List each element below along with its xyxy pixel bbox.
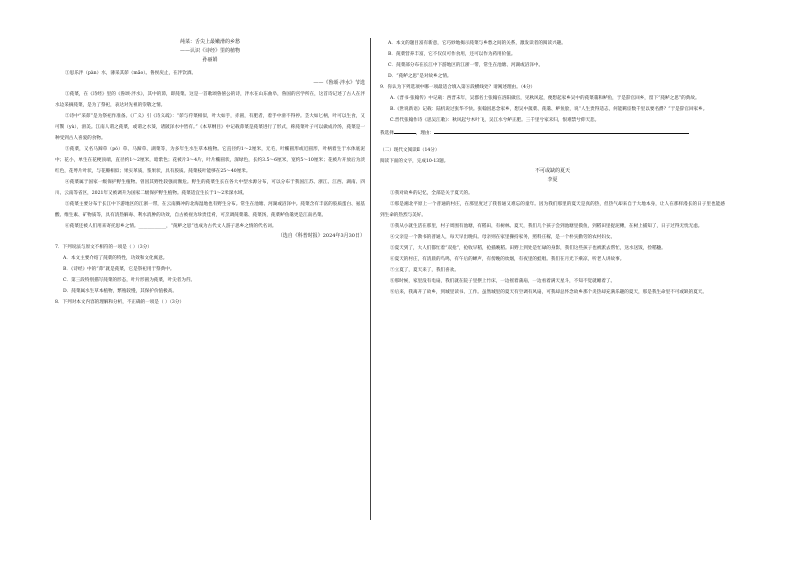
article-paragraph: ⑥莼菜还被人们用来寄托思乡之情。____________，“莼鲈之思”也成为古代文人游子思乡之情的代名词。 <box>65 224 277 229</box>
q9-answer-line <box>380 126 725 139</box>
q9-choice-label: 我选择 <box>380 131 394 136</box>
section-intro: 阅读下面的文字，完成10-13题。 <box>380 159 449 164</box>
story-paragraph: ②那是湘北平原上一个普通的村庄，在那里度过了我普通又难忘的童年。因为我们那里的夏天是真的热，但热气却来自于大地本身，让人在那样漫长的日子里也能感到生命的热烈与美好。 <box>380 202 725 218</box>
article-paragraph: ④莼菜属于国家一级保护野生植物。曾因其野性较强而濒危。野生的莼菜生长在各大中型水源分布，可以分布于我国江苏、浙江、江西、湖南、四川、云南等省区，2021年又被调升为国家二级保护野生植物。莼菜适宜生长于1～2米深水域。 <box>55 180 365 196</box>
q8-option-d: D．“莼鲈之思”是对故乡之情。 <box>388 74 452 79</box>
epigraph: ①思乐泮（pàn）水，薄采其茆（mǎo）。鲁侯戾止，在泮饮酒。 <box>65 71 197 76</box>
article-paragraph: ②诗中“采茆”是为祭祀作准备。《广义》引《诗义疏》：“茆与荇菜相似，叶大如手，赤圆，有肥者，着手中滑不得停。茎大如匕柄，叶可以生食，又可鬻（yù），滑美。江南人谓之莼菜，或谓之水葵，诸陂泽水中皆有。”《本草纲目》中记载茆菜是莼菜进行了形式，称莼菜叶子可以做成冷汤，莼菜是一种受到古人喜爱的食物。 <box>55 114 365 141</box>
story-paragraph: ①我对故乡的记忆，全部是关于夏天的。 <box>390 191 473 196</box>
story-paragraph: ⑥夏天的村庄，有清晨的鸟鸣，有午后的蝉声，有傍晚的炊烟，有夜里的蛙唱。我们在月光下乘凉，听老人讲故事。 <box>390 257 625 262</box>
column-divider <box>370 38 371 520</box>
story-paragraph: ⑧那时候，家里没有电扇，我们就在院子里摆上竹床，一边摇着蒲扇，一边看着满天星斗，不知不觉就睡着了。 <box>390 279 616 284</box>
q8-option-b: B．莼菜营养丰富，它不仅仅可作食用，还可以作为药用价值。 <box>388 52 516 57</box>
q9-option-c: C.晋代张翰作诗《思吴江歌》：秋风起兮木叶飞，吴江水兮鲈正肥。三千里兮家未归，恨难禁兮仰天悲。 <box>390 118 600 123</box>
article-title: 莼菜：舌尖上最嫩滑的乡愁 <box>179 39 240 45</box>
question-9: 9．你认为下列选项中哪一项最适合填入第⑥段横线处？请阐述理由。（4分） <box>380 85 536 90</box>
q8-option-c: C．莼菜部分布在长江中下游地区的江浙一带，常生在池塘、河湖或沼泽中。 <box>388 63 544 68</box>
story-title: 不可或缺的夏天 <box>534 168 570 174</box>
story-paragraph: ③我从小就生活在那里，村子周围有池塘，有稻田，有树林。夏天，我们几个孩子会到池塘里摸鱼，到稻田里捉泥鳅，在树上捕知了，日子过得无忧无虑。 <box>390 224 703 229</box>
story-author: 李夏 <box>547 177 558 183</box>
story-paragraph: ⑨后来，我离开了故乡，到城里读书、工作。虽然城里的夏天有空调有风扇，可我却总怀念故乡那个炎热却充满乐趣的夏天，那是我生命里不可或缺的夏天。 <box>390 290 707 295</box>
q9-choice-blank[interactable] <box>394 126 416 134</box>
question-7: 7．下列说法与原文不相符的一项是（ ）（3分） <box>55 245 152 250</box>
q7-option-a: A．本文主要介绍了莼菜的特性，功效和文化寓意。 <box>63 256 168 261</box>
article-source: （选自《科普时报》2024年3月30日） <box>277 233 365 239</box>
right-column <box>380 38 725 298</box>
q9-option-a: A.《晋书·张翰传》中记载：西晋末年，吴郡名士张翰在洛阳做官，见秋风起，便想起家乡吴中的莼菜羹和鲈鱼，于是辞官回乡，留下“莼鲈之思”的典故。 <box>390 96 700 101</box>
q7-option-b: B．《诗经》中的“茆”就是莼菜，它是祭祀用于祭典中。 <box>63 267 175 272</box>
article-author: 孙丽娟 <box>202 57 218 63</box>
q9-option-b: B.《世说新语》记载：陆机说过张华不快。张翰因思念家乡，想吴中菰菜、莼羹、鲈鱼脍，说“人生贵得适志，何能羁宦数千里以要名爵？”于是辞官回家乡。 <box>390 107 708 112</box>
section-title: （二）现代文阅读Ⅱ（14分） <box>380 148 440 153</box>
article-subtitle: ——认识《诗经》里的植物 <box>179 48 240 54</box>
q7-option-d: D．莼菜属水生草本植物，繁殖较慢，其保护价值极高。 <box>63 289 177 294</box>
story-paragraph: ⑦立夏了，夏天来了，我们喜欢。 <box>390 268 459 273</box>
question-8: 8．下列对本文内容的理解和分析，不正确的一项是（ ）（3分） <box>55 300 185 305</box>
article-paragraph: ⑤莼菜主要分布于长江中下游地区的江浙一带，在云南腾冲的北海湿地也有野生分布。常生在池塘、河湖或沼泽中。莼菜含有丰富的胶质蛋白、氨基酸、维生素、矿物质等，具有清热解毒、利水消肿的功效，自古被视为珍贵佳肴，可烹调莼菜羹、莼菜汤，莼菜鲈鱼羹更是江南名菜。 <box>55 202 365 218</box>
q8-option-a: A．本文的题目富有新意，它巧妙地揭示莼菜与乡愁之间的关系，激发读者的阅读兴趣。 <box>388 41 566 46</box>
article-paragraph: ①莼菜，在《诗经》里的《鲁颂·泮水》，其中的茆，即莼菜。这是一首歌颂鲁僖公的诗，泮水在山东曲阜，鲁国的宫学所在，这首诗记述了古人在泮水边采摘莼菜，是为了祭祀，表达对先祖的崇敬之情。 <box>55 92 365 108</box>
q9-reason-label: ，理由： <box>415 131 435 136</box>
epigraph-source: ——《鲁颂·泮水》节选 <box>313 80 365 86</box>
left-column <box>55 38 365 308</box>
article-paragraph: ③莼菜，又名马蹄草（pó）草、马蹄草、湖菜等，为多年生水生草本植物。它直径约1～2厘米，无毛，叶椭圆形或近圆形，叶柄着生于水体底泥中；花小，单生在花梗顶端，直径约1～2厘米，暗紫色；花被片3～4片，叶片椭圆状，深绿色，长约3.5～6厘米，宽约5～10厘米；花被片开放后为淡红色，花萼片叶状，与花瓣相似；果实革质，浆果状，具有胶质。莼菜枝叶能够在25～40厘米。 <box>55 147 365 174</box>
q7-option-c: C．第三段特别描写莼菜的形态，叶片形圆为莼菜，叶尖者为荇。 <box>63 278 196 283</box>
story-paragraph: ④父亲是一个教书的普通人，每天早出晚归。母亲则在家里操持家务，照料庄稼，是一个朴实勤劳的农村妇女。 <box>390 235 616 240</box>
story-paragraph: ⑤夏天到了，大人们都忙着“双抢”，抢收早稻，抢插晚稻。田野上到处是忙碌的身影，我们这些孩子也被派去帮忙，送水送饭，捡稻穗。 <box>390 246 666 251</box>
q9-reason-blank[interactable] <box>434 126 689 134</box>
